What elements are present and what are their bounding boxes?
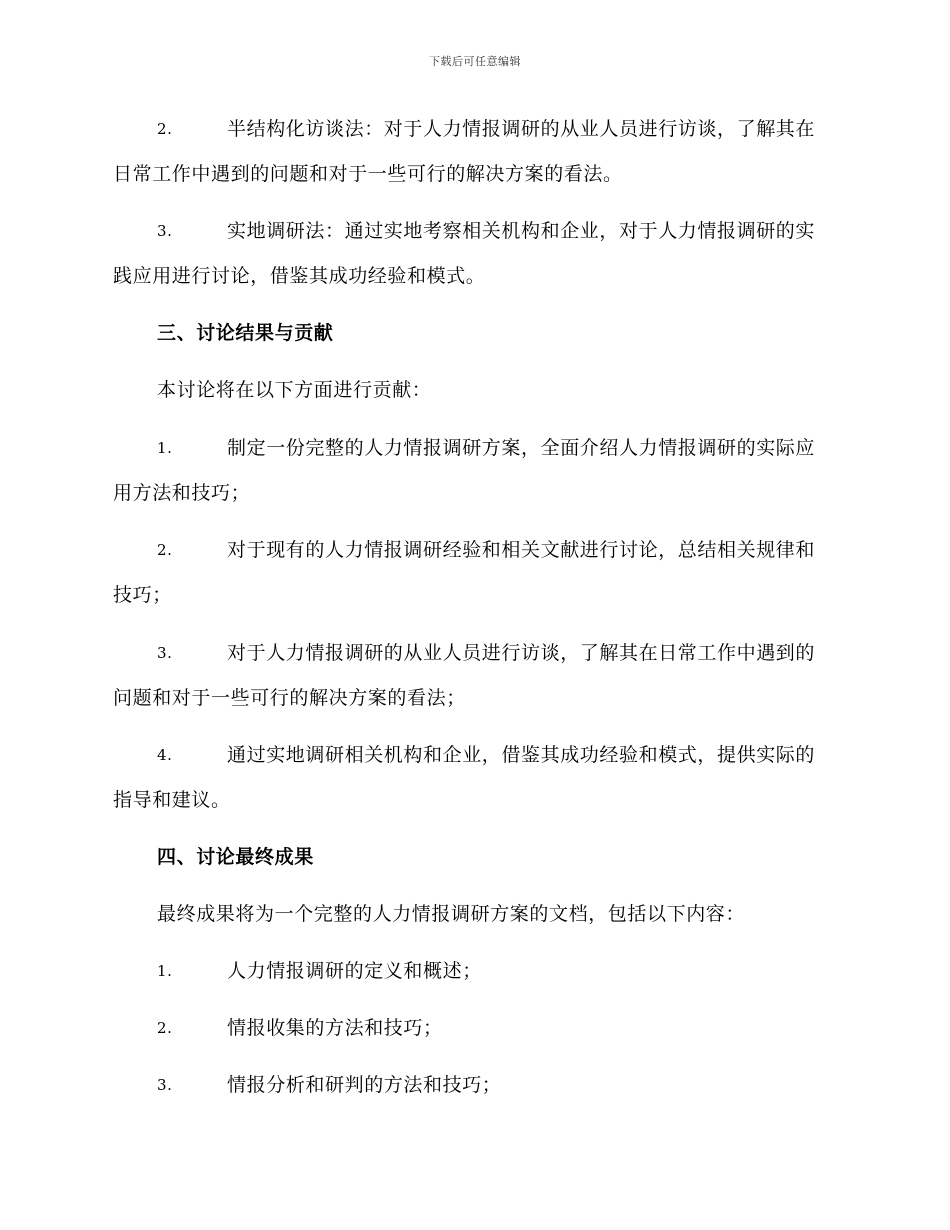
list-number: 1. (157, 439, 173, 457)
list-item (113, 528, 833, 618)
list-text: 通过实地调研相关机构和企业，借鉴其成功经验和模式，提供实际的指导和建议。 (113, 744, 816, 811)
list-text: 对于现有的人力情报调研经验和相关文献进行讨论，总结相关规律和技巧； (113, 539, 816, 606)
list-item (113, 631, 833, 721)
paragraph: 最终成果将为一个完整的人力情报调研方案的文档，包括以下内容： (157, 903, 746, 925)
list-item (113, 733, 833, 823)
list-text: 实地调研法：通过实地考察相关机构和企业，对于人力情报调研的实践应用进行讨论，借鉴其成功经验和模式。 (113, 220, 816, 287)
list-number: 2. (157, 541, 173, 559)
page-header: 下载后可任意编辑 (429, 55, 521, 68)
section-heading: 三、讨论结果与贡献 (157, 322, 334, 344)
list-number: 2. (157, 120, 173, 138)
list-text: 人力情报调研的定义和概述； (227, 960, 482, 982)
list-text: 情报分析和研判的方法和技巧； (227, 1074, 502, 1096)
list-number: 4. (157, 746, 173, 764)
paragraph: 本讨论将在以下方面进行贡献： (157, 379, 432, 401)
list-text: 对于人力情报调研的从业人员进行访谈，了解其在日常工作中遇到的问题和对于一些可行的解决方案的看法； (113, 642, 816, 709)
list-item (113, 426, 833, 516)
list-item (113, 949, 833, 994)
list-text: 情报收集的方法和技巧； (227, 1017, 443, 1039)
list-number: 1. (157, 962, 173, 980)
list-text: 制定一份完整的人力情报调研方案，全面介绍人力情报调研的实际应用方法和技巧； (113, 437, 816, 504)
list-item (113, 1063, 833, 1108)
list-number: 3. (157, 644, 173, 662)
list-number: 3. (157, 1076, 173, 1094)
list-item (113, 209, 833, 299)
list-number: 3. (157, 222, 173, 240)
list-item (113, 1006, 833, 1051)
list-text: 半结构化访谈法：对于人力情报调研的从业人员进行访谈，了解其在日常工作中遇到的问题和对于一些可行的解决方案的看法。 (113, 118, 816, 185)
section-heading: 四、讨论最终成果 (157, 846, 314, 868)
list-item (113, 107, 833, 197)
list-number: 2. (157, 1019, 173, 1037)
